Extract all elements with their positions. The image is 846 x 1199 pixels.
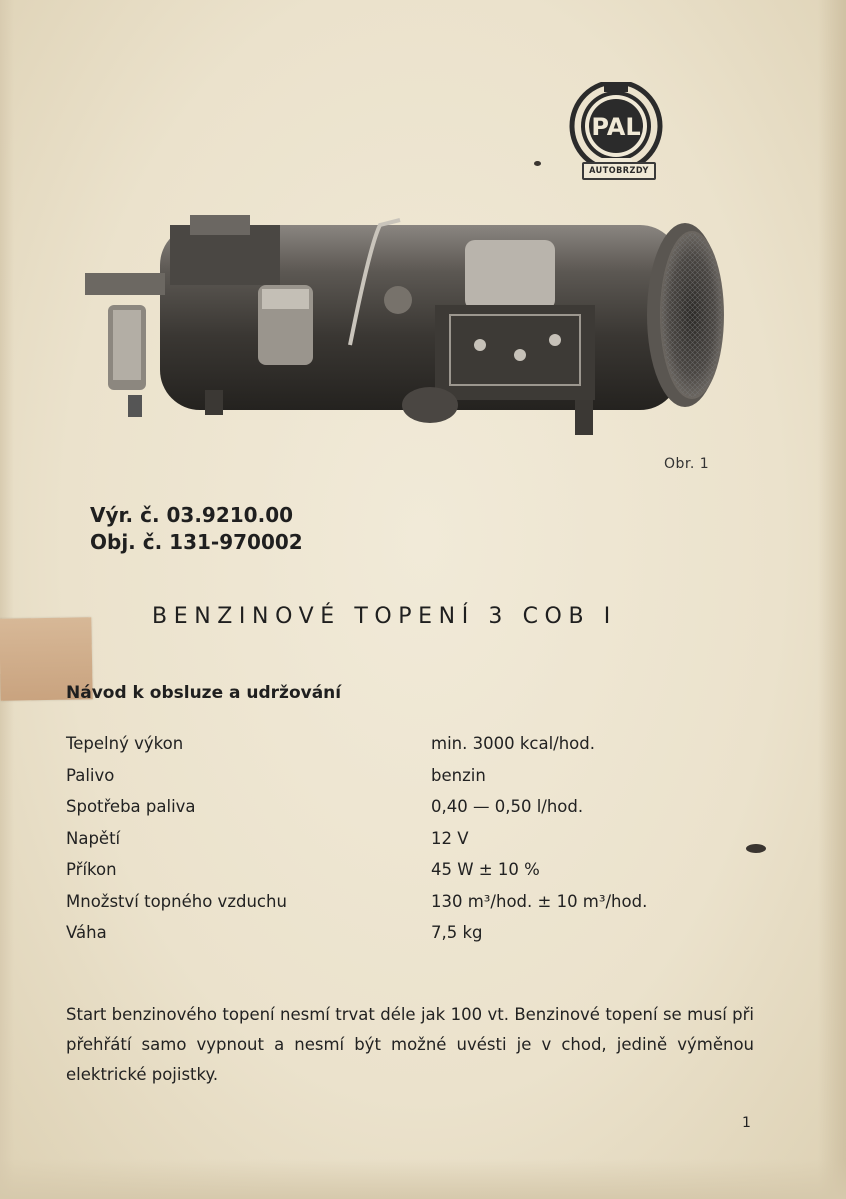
spec-row	[66, 734, 746, 766]
document-title: BENZINOVÉ TOPENÍ 3 COB I	[152, 604, 617, 629]
product-identifiers	[90, 502, 303, 556]
spec-label: Množství topného vzduchu	[66, 891, 287, 911]
order-number: Obj. č. 131-970002	[90, 530, 303, 554]
spec-label: Příkon	[66, 860, 117, 879]
spec-row	[66, 892, 746, 924]
warning-paragraph: Start benzinového topení nesmí trvat déle jak 100 vt. Benzinové topení se musí při přehřátí samo vypnout a nesmí být možné uvésti je v chod, jedině výměnou elektrické pojistky.	[66, 1005, 754, 1084]
spec-row	[66, 797, 746, 829]
page-number: 1	[742, 1115, 751, 1131]
spec-value: min. 3000 kcal/hod.	[431, 734, 595, 753]
ink-spot	[534, 161, 541, 166]
spec-label: Váha	[66, 923, 107, 942]
spec-value: 12 V	[431, 828, 469, 848]
manufacture-number: Výr. č. 03.9210.00	[90, 503, 294, 527]
figure-caption: Obr. 1	[664, 456, 710, 472]
specs-table	[66, 734, 746, 955]
spec-label: Spotřeba paliva	[66, 797, 196, 816]
spec-label: Palivo	[66, 765, 115, 785]
spec-value: benzin	[431, 765, 486, 785]
logo-brand-text: PAL	[591, 113, 641, 141]
spec-value: 45 W ± 10 %	[431, 860, 540, 879]
logo-subtitle: AUTOBRZDY	[582, 162, 656, 180]
heater-photo	[80, 205, 730, 460]
spec-value: 0,40 — 0,50 l/hod.	[431, 797, 584, 816]
spec-row	[66, 829, 746, 861]
spec-row	[66, 766, 746, 798]
spec-value: 130 m³/hod. ± 10 m³/hod.	[431, 891, 648, 911]
spec-value: 7,5 kg	[431, 923, 483, 942]
spec-row	[66, 860, 746, 892]
document-subtitle: Návod k obsluze a udržování	[66, 683, 342, 703]
spec-label: Tepelný výkon	[66, 734, 184, 753]
ink-spot	[746, 844, 766, 853]
spec-label: Napětí	[66, 828, 121, 848]
spec-row	[66, 923, 746, 955]
